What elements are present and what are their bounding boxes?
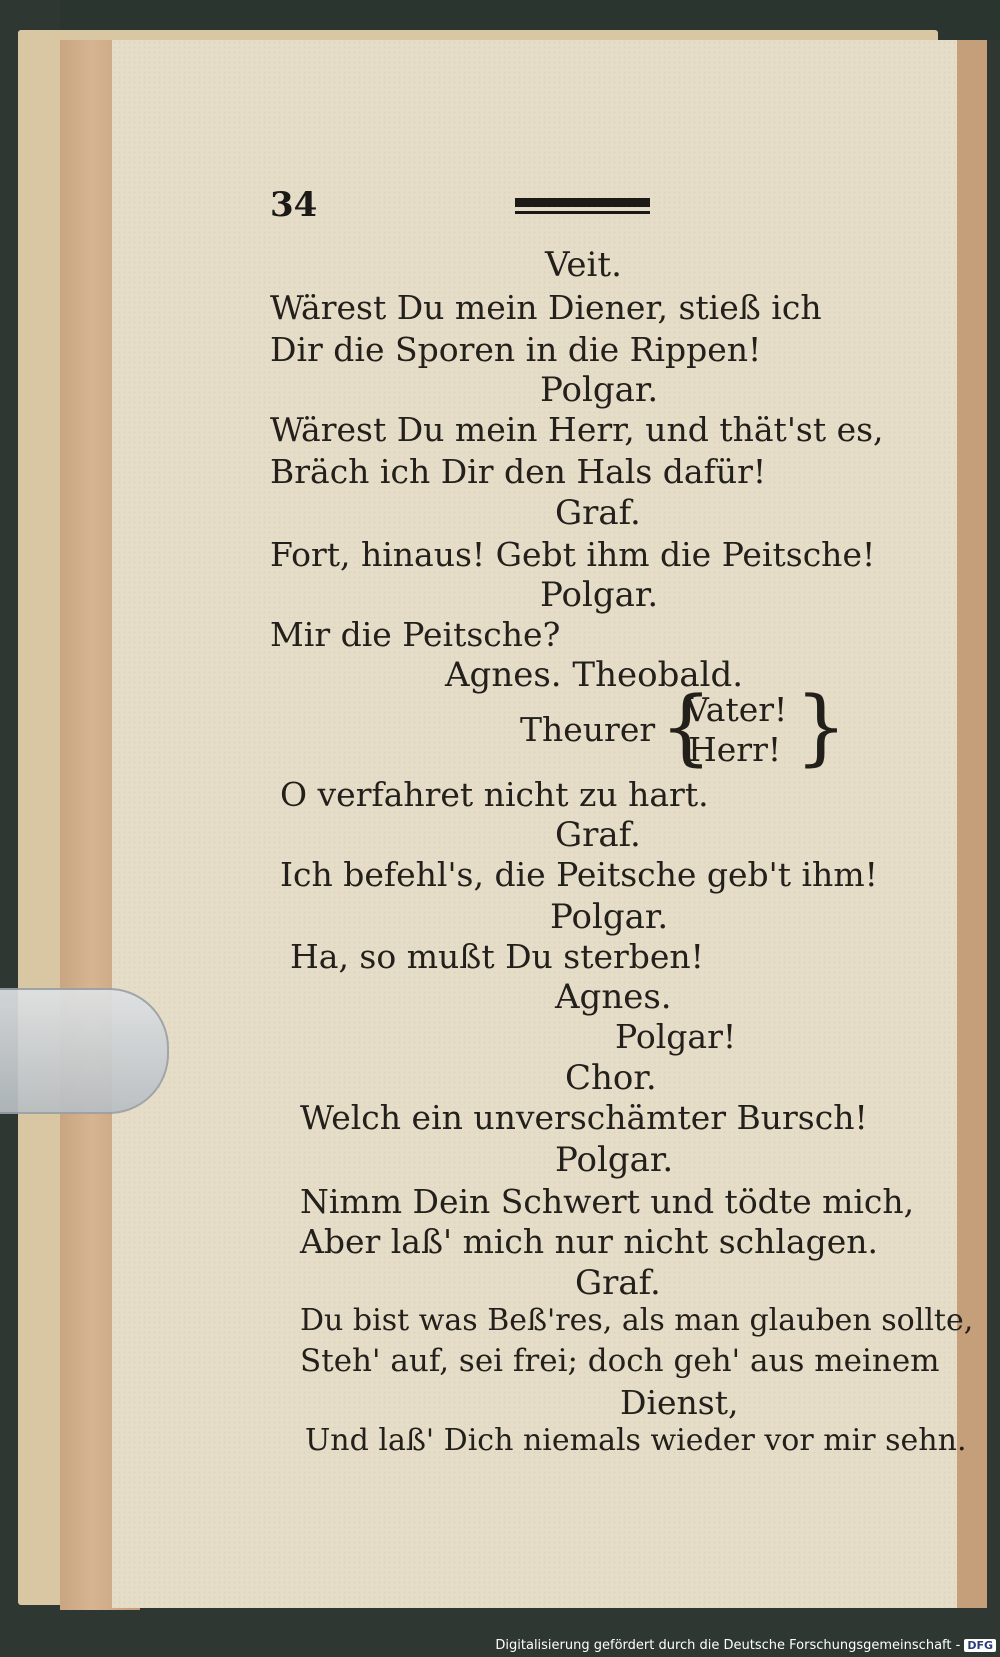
header-rule bbox=[515, 198, 650, 207]
speaker-label: Agnes. Theobald. bbox=[445, 655, 744, 695]
verse-line: O verfahret nicht zu hart. bbox=[280, 775, 709, 814]
speaker-label: Graf. bbox=[575, 1263, 661, 1303]
brace-block bbox=[520, 680, 848, 775]
right-brace: } bbox=[795, 680, 848, 775]
speaker-label: Veit. bbox=[545, 245, 622, 285]
verse-line: Bräch ich Dir den Hals dafür! bbox=[270, 452, 767, 491]
speaker-label: Graf. bbox=[555, 493, 641, 533]
verse-line: Wärest Du mein Herr, und thät'st es, bbox=[270, 410, 884, 449]
brace-option: Vater! bbox=[685, 690, 788, 729]
credit-text: Digitalisierung gefördert durch die Deutsche Forschungsgemeinschaft - bbox=[495, 1638, 961, 1653]
left-brace: { bbox=[660, 680, 713, 775]
speaker-label: Polgar. bbox=[540, 575, 659, 615]
speaker-label: Polgar. bbox=[540, 370, 659, 410]
verse-line: Mir die Peitsche? bbox=[270, 615, 561, 654]
page-number: 34 bbox=[270, 185, 318, 225]
speaker-label: Agnes. bbox=[555, 977, 672, 1017]
verse-line: Ha, so mußt Du sterben! bbox=[290, 937, 704, 976]
bookmark-clip bbox=[0, 988, 169, 1114]
verse-line: Aber laß' mich nur nicht schlagen. bbox=[300, 1222, 879, 1261]
verse-line: Du bist was Beß'res, als man glauben sollte, bbox=[300, 1303, 974, 1338]
speaker-label: Chor. bbox=[565, 1058, 657, 1098]
verse-line: Ich befehl's, die Peitsche geb't ihm! bbox=[280, 855, 878, 894]
dfg-logo: DFG bbox=[964, 1639, 996, 1652]
speaker-label: Polgar. bbox=[550, 897, 669, 937]
verse-line: Nimm Dein Schwert und tödte mich, bbox=[300, 1182, 915, 1221]
verse-line: Welch ein unverschämter Bursch! bbox=[300, 1098, 868, 1137]
digitization-credit bbox=[495, 1638, 996, 1653]
verse-line: Polgar! bbox=[615, 1017, 737, 1056]
verse-line: Wärest Du mein Diener, stieß ich bbox=[270, 288, 822, 327]
brace-option: Herr! bbox=[688, 730, 782, 769]
brace-lead: Theurer bbox=[520, 710, 656, 749]
verse-line: Fort, hinaus! Gebt ihm die Peitsche! bbox=[270, 535, 876, 574]
page-right-edge bbox=[957, 40, 987, 1608]
verse-line: Steh' auf, sei frei; doch geh' aus meinem bbox=[300, 1343, 940, 1379]
verse-line: Dir die Sporen in die Rippen! bbox=[270, 330, 762, 369]
verse-line: Und laß' Dich niemals wieder vor mir sehn. bbox=[305, 1423, 967, 1458]
speaker-label: Polgar. bbox=[555, 1140, 674, 1180]
verse-line: Dienst, bbox=[620, 1383, 739, 1422]
speaker-label: Graf. bbox=[555, 815, 641, 855]
